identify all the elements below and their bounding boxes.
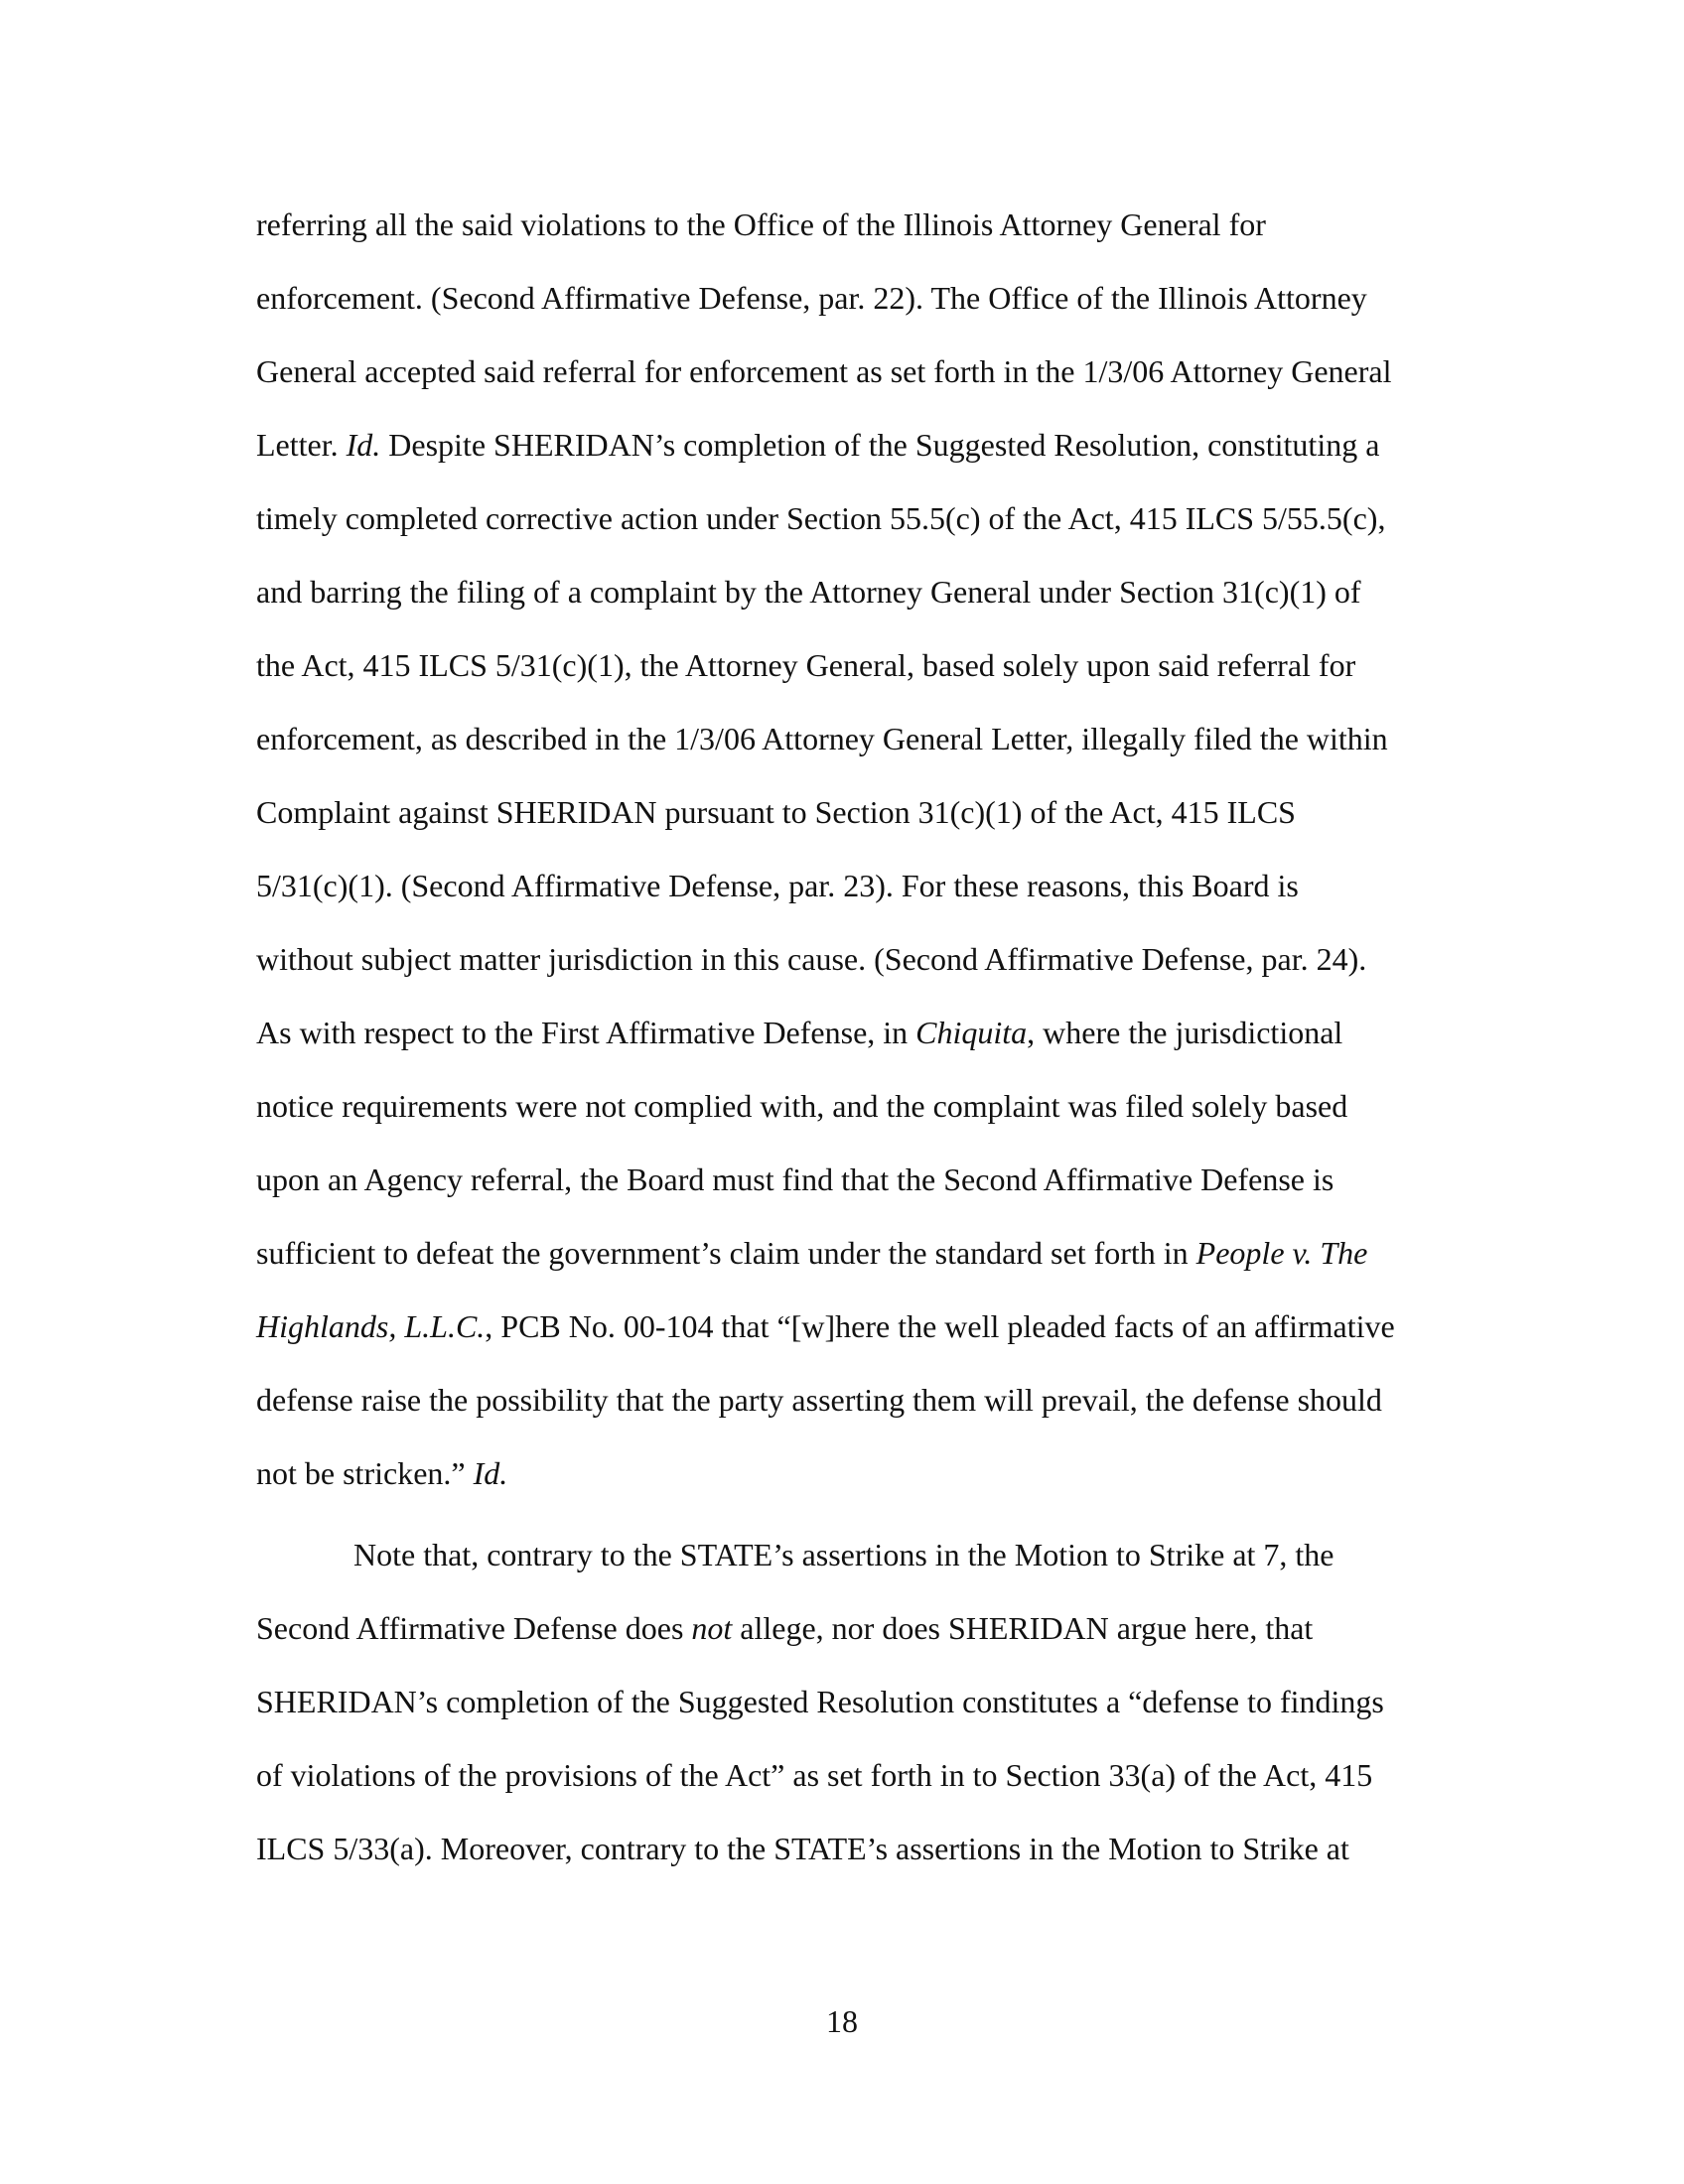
- text-line: the Act, 415 ILCS 5/31(c)(1), the Attorney General, based solely upon said referral for: [256, 647, 1356, 683]
- text-line: defense raise the possibility that the party asserting them will prevail, the defense should: [256, 1382, 1382, 1418]
- text-line: Letter. Id. Despite SHERIDAN’s completion of the Suggested Resolution, constituting a: [256, 427, 1380, 463]
- text-line: Highlands, L.L.C., PCB No. 00-104 that “[w]here the well pleaded facts of an affirmative: [256, 1308, 1395, 1344]
- text-line: Note that, contrary to the STATE’s assertions in the Motion to Strike at 7, the: [353, 1537, 1334, 1572]
- citation-id: Id.: [473, 1455, 508, 1491]
- text-line: enforcement, as described in the 1/3/06 Attorney General Letter, illegally filed the within: [256, 721, 1388, 756]
- text-line: enforcement. (Second Affirmative Defense, par. 22). The Office of the Illinois Attorney: [256, 280, 1367, 316]
- text-line: sufficient to defeat the government’s claim under the standard set forth in People v. The: [256, 1235, 1368, 1271]
- case-name: People v. The: [1195, 1235, 1368, 1271]
- text-line: Complaint against SHERIDAN pursuant to Section 31(c)(1) of the Act, 415 ILCS: [256, 794, 1296, 830]
- text-line: SHERIDAN’s completion of the Suggested Resolution constitutes a “defense to findings: [256, 1684, 1384, 1719]
- text-line: upon an Agency referral, the Board must find that the Second Affirmative Defense is: [256, 1161, 1334, 1197]
- text-line: and barring the filing of a complaint by the Attorney General under Section 31(c)(1) of: [256, 574, 1361, 610]
- page-number: 18: [826, 2003, 858, 2039]
- text-line: Second Affirmative Defense does not allege, nor does SHERIDAN argue here, that: [256, 1610, 1314, 1646]
- text-line: not be stricken.” Id.: [256, 1455, 508, 1491]
- case-name: Highlands, L.L.C.: [256, 1308, 486, 1344]
- text-line: General accepted said referral for enforcement as set forth in the 1/3/06 Attorney General: [256, 353, 1392, 389]
- text-line: of violations of the provisions of the Act” as set forth in to Section 33(a) of the Act, 415: [256, 1757, 1373, 1793]
- text-line: without subject matter jurisdiction in this cause. (Second Affirmative Defense, par. 24).: [256, 941, 1367, 977]
- text-line: timely completed corrective action under Section 55.5(c) of the Act, 415 ILCS 5/55.5(c),: [256, 500, 1386, 536]
- emphasis: not: [691, 1610, 733, 1646]
- text-line: referring all the said violations to the Office of the Illinois Attorney General for: [256, 206, 1266, 242]
- citation-id: Id.: [346, 427, 381, 463]
- case-name: Chiquita: [915, 1015, 1028, 1050]
- text-line: 5/31(c)(1). (Second Affirmative Defense, par. 23). For these reasons, this Board is: [256, 868, 1299, 903]
- text-line: As with respect to the First Affirmative Defense, in Chiquita, where the jurisdictional: [256, 1015, 1343, 1050]
- text-line: notice requirements were not complied with, and the complaint was filed solely based: [256, 1088, 1348, 1124]
- text-line: ILCS 5/33(a). Moreover, contrary to the STATE’s assertions in the Motion to Strike at: [256, 1831, 1349, 1866]
